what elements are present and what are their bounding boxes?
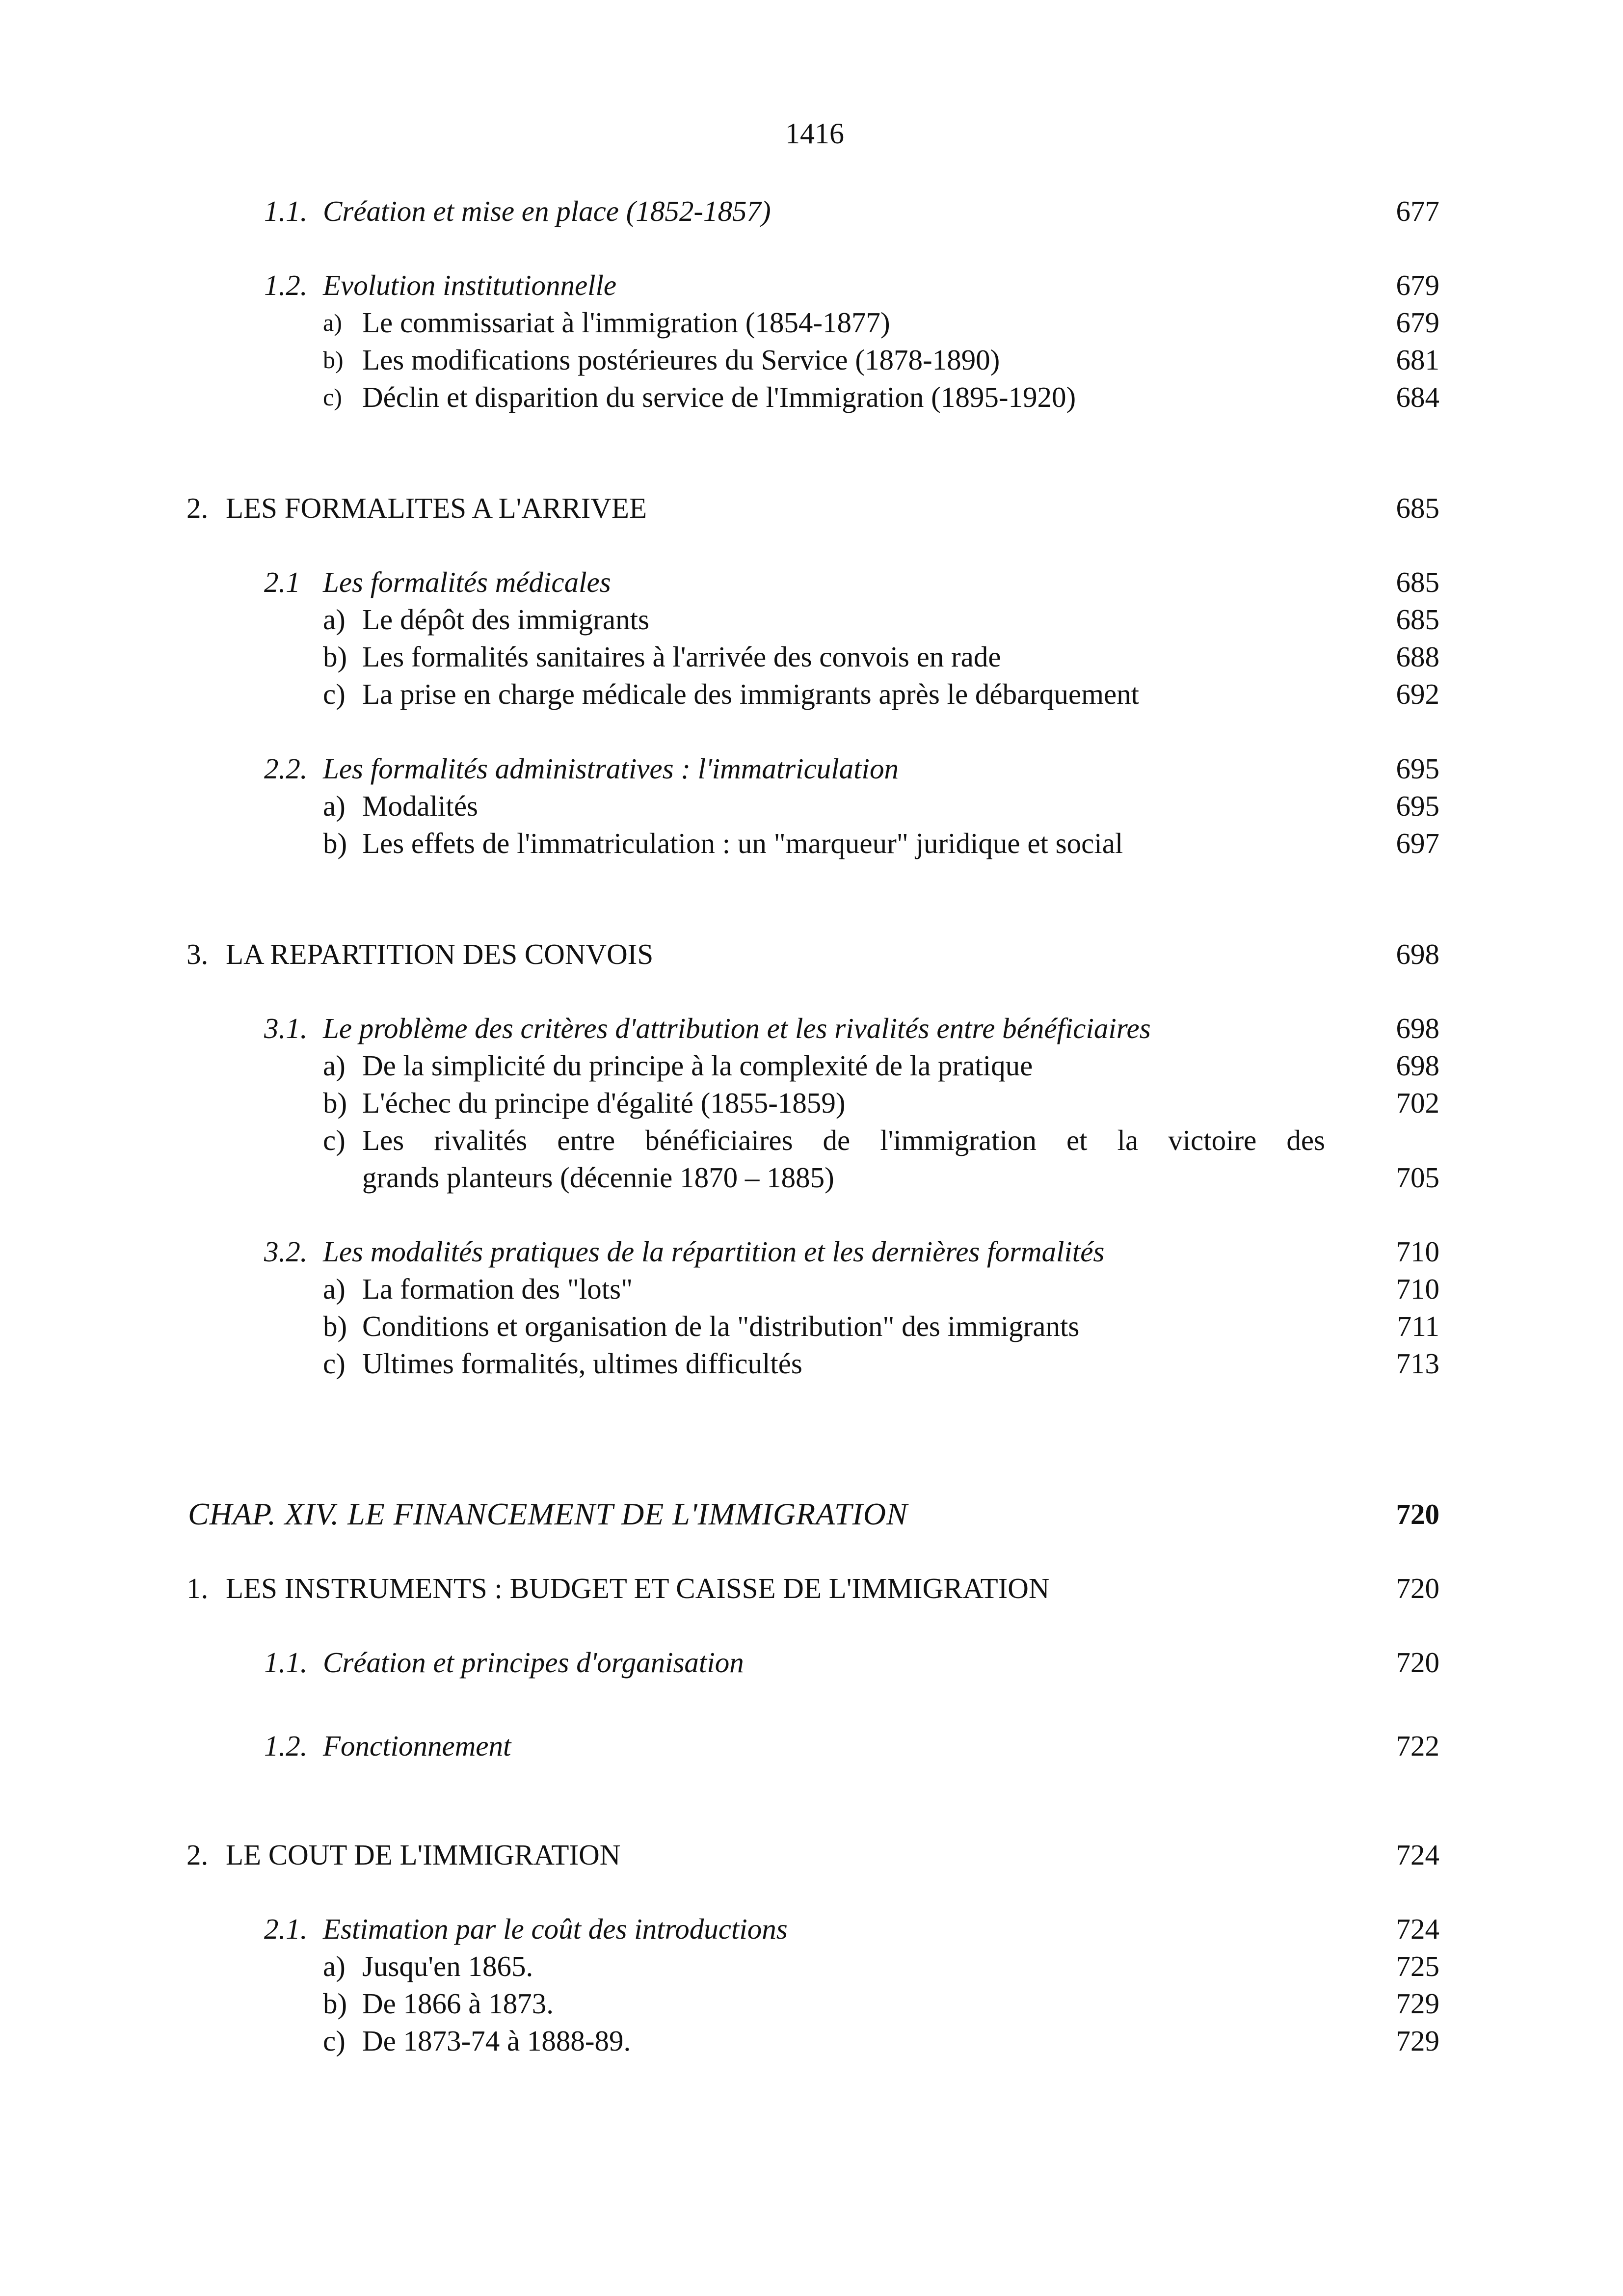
toc-letter: a) — [323, 1049, 346, 1082]
toc-number: 3.1. — [264, 1012, 308, 1044]
toc-section — [0, 1836, 1623, 1873]
toc-number: 2.2. — [264, 752, 308, 785]
toc-page: 698 — [1396, 938, 1439, 970]
toc-page: 679 — [1396, 269, 1439, 301]
toc-item — [0, 341, 1623, 378]
toc-letter: a) — [323, 603, 346, 636]
toc-letter: c) — [323, 2025, 346, 2057]
toc-number: 1.1. — [264, 195, 308, 227]
toc-item — [0, 378, 1623, 416]
toc-subsection — [0, 1727, 1623, 1764]
toc-page: 695 — [1396, 752, 1439, 785]
toc-subsection — [0, 1910, 1623, 1948]
toc-title: LE COUT DE L'IMMIGRATION — [226, 1839, 621, 1871]
toc-page: 688 — [1396, 641, 1439, 673]
toc-title: Création et principes d'organisation — [323, 1646, 744, 1679]
toc-number: 1.2. — [264, 1730, 308, 1762]
toc-title: Les formalités sanitaires à l'arrivée des convois en rade — [362, 641, 1001, 673]
toc-title: Le dépôt des immigrants — [362, 603, 649, 636]
toc-letter: a) — [323, 1950, 346, 1982]
toc-page: 697 — [1396, 827, 1439, 859]
toc-subsection — [0, 563, 1623, 601]
toc-number: 1. — [186, 1572, 209, 1604]
toc-page: 724 — [1396, 1913, 1439, 1945]
toc-letter: b) — [323, 346, 344, 374]
toc-page: 685 — [1396, 492, 1439, 524]
toc-subsection — [0, 750, 1623, 787]
toc-item — [0, 675, 1623, 713]
toc-letter: b) — [323, 1310, 347, 1342]
toc-page: 698 — [1396, 1012, 1439, 1044]
toc-title: Les formalités administratives : l'immatriculation — [323, 752, 899, 785]
toc-title: Les modalités pratiques de la répartition et les dernières formalités — [323, 1235, 1105, 1268]
toc-letter: c) — [323, 1124, 346, 1156]
toc-item — [0, 304, 1623, 341]
toc-subsection — [0, 1644, 1623, 1681]
toc-number: 3. — [186, 938, 209, 970]
toc-item — [0, 1985, 1623, 2022]
toc-page: 705 — [1396, 1161, 1439, 1194]
toc-page: 720 — [1396, 1498, 1439, 1530]
toc-item — [0, 1345, 1623, 1382]
toc-title: Les effets de l'immatriculation : un "marqueur" juridique et social — [362, 827, 1123, 859]
toc-title: Ultimes formalités, ultimes difficultés — [362, 1347, 802, 1380]
toc-letter: b) — [323, 827, 347, 859]
toc-title: Déclin et disparition du service de l'Immigration (1895-1920) — [362, 381, 1076, 413]
toc-item — [0, 787, 1623, 825]
chapter-title: CHAP. XIV. LE FINANCEMENT DE L'IMMIGRATION — [188, 1496, 908, 1531]
toc-subsection — [0, 267, 1623, 304]
toc-page: 685 — [1396, 566, 1439, 598]
toc-page: 711 — [1397, 1310, 1439, 1342]
toc-number: 1.2. — [264, 269, 308, 301]
toc-letter: a) — [323, 790, 346, 822]
toc-title: Evolution institutionnelle — [323, 269, 617, 301]
toc-page: 681 — [1396, 344, 1439, 376]
toc-letter: a) — [323, 309, 342, 336]
toc-title: LA REPARTITION DES CONVOIS — [226, 938, 654, 970]
toc-page: 725 — [1396, 1950, 1439, 1982]
toc-title: Création et mise en place (1852-1857) — [323, 195, 771, 227]
toc-item — [0, 638, 1623, 675]
toc-item — [0, 601, 1623, 638]
toc-number: 2.1. — [264, 1913, 308, 1945]
toc-page: 695 — [1396, 790, 1439, 822]
toc-title: De 1873-74 à 1888-89. — [362, 2025, 631, 2057]
toc-subsection — [0, 1010, 1623, 1047]
toc-title: Les rivalités entre bénéficiaires de l'immigration et la victoire des — [362, 1124, 1325, 1156]
toc-title: La prise en charge médicale des immigrants après le débarquement — [362, 678, 1140, 710]
toc-item-continued — [0, 1159, 1623, 1196]
toc-section — [0, 1570, 1623, 1607]
toc-page: 679 — [1396, 306, 1439, 339]
toc-number: 2. — [186, 1839, 209, 1871]
toc-letter: c) — [323, 678, 346, 710]
page-number: 1416 — [785, 117, 844, 150]
toc-page: 702 — [1396, 1087, 1439, 1119]
toc-title: L'échec du principe d'égalité (1855-1859) — [362, 1087, 846, 1119]
toc-page: 729 — [1396, 1987, 1439, 2020]
toc-letter: b) — [323, 1087, 347, 1119]
toc-page: 720 — [1396, 1646, 1439, 1679]
toc-page: 685 — [1396, 603, 1439, 636]
toc-item — [0, 1948, 1623, 1985]
toc-item — [0, 2022, 1623, 2059]
toc-number: 2. — [186, 492, 209, 524]
toc-letter: b) — [323, 1987, 347, 2020]
toc-item — [0, 1270, 1623, 1308]
toc-page: 722 — [1396, 1730, 1439, 1762]
toc-title: Conditions et organisation de la "distribution" des immigrants — [362, 1310, 1080, 1342]
toc-title: LES INSTRUMENTS : BUDGET ET CAISSE DE L'IMMIGRATION — [226, 1572, 1050, 1604]
toc-item — [0, 1308, 1623, 1345]
toc-title: De la simplicité du principe à la complexité de la pratique — [362, 1049, 1033, 1082]
toc-page: 720 — [1396, 1572, 1439, 1604]
toc-section — [0, 935, 1623, 973]
toc-title: La formation des "lots" — [362, 1273, 633, 1305]
toc-page: 724 — [1396, 1839, 1439, 1871]
toc-page: 713 — [1396, 1347, 1439, 1380]
toc-title: Les modifications postérieures du Service (1878-1890) — [362, 344, 1000, 376]
toc-letter: c) — [323, 383, 342, 411]
toc-page: 692 — [1396, 678, 1439, 710]
toc-page: 684 — [1396, 381, 1439, 413]
toc-title: Jusqu'en 1865. — [362, 1950, 533, 1982]
toc-subsection — [0, 192, 1623, 230]
toc-title: Les formalités médicales — [323, 566, 611, 598]
toc-item — [0, 1121, 1623, 1159]
toc-item — [0, 1084, 1623, 1121]
toc-item — [0, 825, 1623, 862]
toc-title: Modalités — [362, 790, 478, 822]
toc-letter: c) — [323, 1347, 346, 1380]
toc-letter: b) — [323, 641, 347, 673]
toc-page: 710 — [1396, 1273, 1439, 1305]
toc-letter: a) — [323, 1273, 346, 1305]
toc-page: 677 — [1396, 195, 1439, 227]
toc-title: Le commissariat à l'immigration (1854-1877) — [362, 306, 890, 339]
toc-page: 698 — [1396, 1049, 1439, 1082]
toc-chapter — [0, 1493, 1623, 1535]
toc-title: Fonctionnement — [323, 1730, 511, 1762]
toc-page: 729 — [1396, 2025, 1439, 2057]
toc-title: Le problème des critères d'attribution et les rivalités entre bénéficiaires — [323, 1012, 1151, 1044]
toc-title: LES FORMALITES A L'ARRIVEE — [226, 492, 647, 524]
toc-title: Estimation par le coût des introductions — [323, 1913, 788, 1945]
toc-title-continued: grands planteurs (décennie 1870 – 1885) — [362, 1161, 834, 1194]
toc-section — [0, 489, 1623, 527]
toc-item — [0, 1047, 1623, 1084]
toc-number: 3.2. — [264, 1235, 308, 1268]
toc-page: 710 — [1396, 1235, 1439, 1268]
toc-number: 1.1. — [264, 1646, 308, 1679]
toc-number: 2.1 — [264, 566, 300, 598]
toc-subsection — [0, 1233, 1623, 1270]
toc-title: De 1866 à 1873. — [362, 1987, 554, 2020]
